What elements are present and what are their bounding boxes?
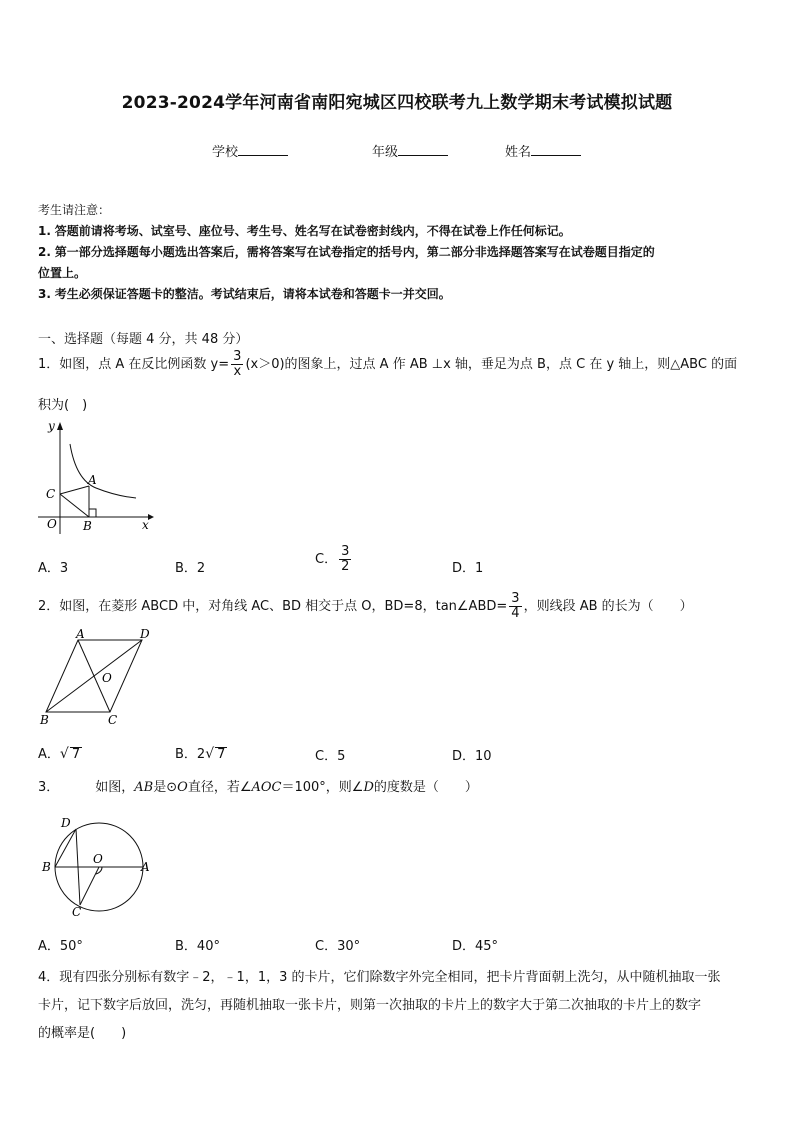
q2-text-post: ，则线段 AB 的长为（ ） <box>523 599 693 614</box>
question-3: 3． 如图，AB是⊙O直径，若∠AOC＝100°，则∠D的度数是（ ） <box>38 780 478 795</box>
q1-option-b[interactable]: B．2 <box>175 561 206 576</box>
q2-label-a: A <box>76 628 85 641</box>
q1-figure <box>36 418 156 536</box>
notice-head: 考生请注意： <box>38 203 111 217</box>
q3-label-c: C <box>72 905 82 919</box>
q2-label-o: O <box>102 671 112 685</box>
q2-label-d: D <box>140 628 150 641</box>
grade-field <box>372 141 448 160</box>
q1-option-c[interactable]: C． $\frac{3}{2}$ <box>315 544 350 574</box>
q1-label-b: B <box>83 519 92 533</box>
q4-line-2: 卡片，记下数字后放回，洗匀，再随机抽取一张卡片，则第一次抽取的卡片上的数字大于第二次抽取的卡片上的数字 <box>38 998 702 1013</box>
q1-curve <box>70 444 136 498</box>
q1-option-d[interactable]: D．1 <box>452 561 484 576</box>
q1-right-angle <box>89 509 96 517</box>
q1-text-pre: 1．如图，点 A 在反比例函数 y= <box>38 357 230 372</box>
name-label: 姓名 <box>505 145 532 160</box>
q4-line-3: 的概率是( ) <box>38 1026 127 1041</box>
q3-figure <box>36 810 160 920</box>
q2-label-c: C <box>108 713 118 726</box>
q3-option-d[interactable]: D．45° <box>452 939 499 954</box>
grade-label: 年级 <box>372 145 399 160</box>
q2-label-b: B <box>40 713 49 726</box>
notice-block <box>38 200 763 305</box>
q1-label-y: y <box>48 419 55 433</box>
q3-label-d: D <box>61 816 71 830</box>
q1-label-a: A <box>88 473 97 487</box>
notice-item-2-cont: 位置上。 <box>38 266 87 280</box>
q2-figure <box>36 628 160 726</box>
q1-label-c: C <box>46 487 56 501</box>
q3-label-b: B <box>42 860 51 874</box>
q3-radius-oc <box>80 867 99 905</box>
q3-option-a[interactable]: A．50° <box>38 939 83 954</box>
grade-blank <box>398 143 448 156</box>
q1-x-arrow <box>148 514 154 520</box>
q3-label-o: O <box>93 852 103 866</box>
q1-label-x: x <box>142 518 149 532</box>
q4-line-1: 4．现有四张分别标有数字﹣2，﹣1，1，3 的卡片，它们除数字外完全相同，把卡片背面朝上洗匀，从中随机抽取一张 <box>38 970 721 985</box>
school-field <box>212 141 288 160</box>
q3-option-b[interactable]: B．40° <box>175 939 220 954</box>
q2-option-d[interactable]: D．10 <box>452 749 492 764</box>
section-heading: 一、选择题（每题 4 分，共 48 分） <box>38 332 249 347</box>
q1-fraction: $\frac{3}{x}$ <box>233 349 242 379</box>
q3-option-c[interactable]: C．30° <box>315 939 361 954</box>
name-field <box>505 141 581 160</box>
name-blank <box>531 143 581 156</box>
q1-text-post: (x＞0)的图象上，过点 A 作 AB ⊥x 轴，垂足为点 B，点 C 在 y 轴上，则△ABC 的面 <box>245 357 738 372</box>
school-blank <box>238 143 288 156</box>
q1-ca-line <box>60 486 89 494</box>
question-2 <box>38 592 760 621</box>
q1-label-o: O <box>47 517 57 531</box>
q1-cb-line <box>60 494 89 517</box>
q2-fraction: $\frac{3}{4}$ <box>511 591 520 621</box>
q1-option-a[interactable]: A．3 <box>38 561 69 576</box>
q2-diagonal-bd <box>46 640 142 712</box>
q2-option-c[interactable]: C．5 <box>315 749 346 764</box>
page-title: 2023-2024学年河南省南阳宛城区四校联考九上数学期末考试模拟试题 <box>121 93 673 113</box>
notice-item-3: 3. 考生必须保证答题卡的整洁。考试结束后，请将本试卷和答题卡一并交回。 <box>38 287 451 301</box>
notice-item-1: 1. 答题前请将考场、试室号、座位号、考生号、姓名写在试卷密封线内，不得在试卷上作任何标记。 <box>38 224 571 238</box>
notice-item-2: 2. 第一部分选择题每小题选出答案后，需将答案写在试卷指定的括号内，第二部分非选择题答案写在试卷题目指定的 <box>38 245 655 259</box>
q1-y-arrow <box>57 422 63 430</box>
q2-option-b[interactable]: B．2√ 7 <box>175 746 226 762</box>
q3-label-a: A <box>141 860 150 874</box>
q3-chord-db <box>55 829 76 867</box>
question-4 <box>38 964 760 1048</box>
q2-text-pre: 2．如图，在菱形 ABCD 中，对角线 AC、BD 相交于点 O，BD=8，tan∠ABD= <box>38 599 508 614</box>
school-label: 学校 <box>212 145 239 160</box>
q2-option-a[interactable]: A．√ 7 <box>38 746 81 762</box>
q1-line2: 积为( ) <box>38 398 88 413</box>
question-1 <box>38 350 760 379</box>
